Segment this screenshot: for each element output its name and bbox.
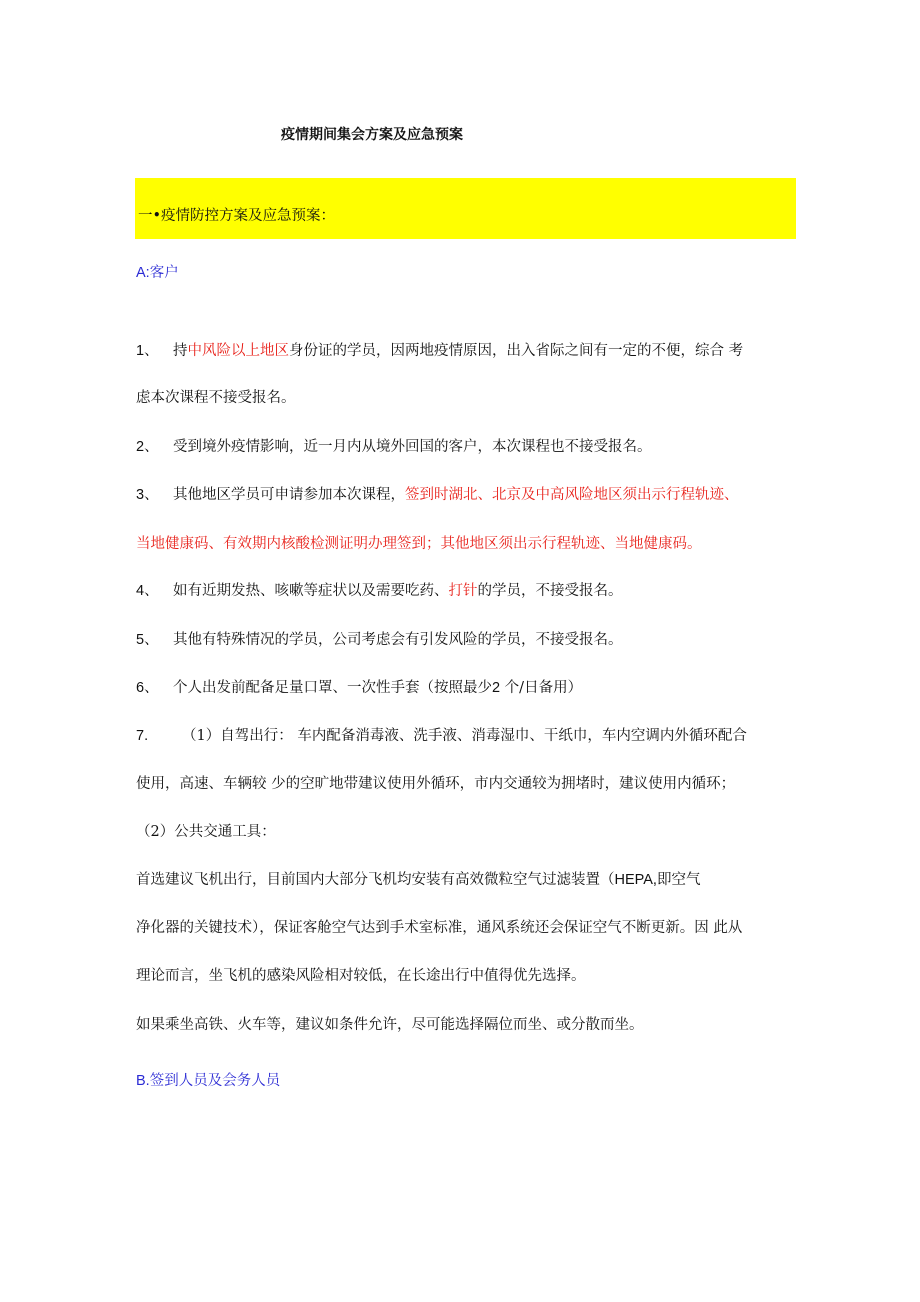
list-item-4-highlight: 打针: [448, 583, 478, 599]
list-item-1: [136, 340, 743, 362]
list-item-7-number: 7.: [136, 728, 149, 744]
section-heading-band: [135, 178, 796, 239]
subsection-b-prefix: B.: [136, 1073, 150, 1089]
list-item-1-continuation: 虑本次课程不接受报名。: [136, 390, 296, 406]
list-item-6-text-post: 个/日备用）: [500, 680, 583, 696]
list-item-1-number: 1、: [136, 343, 159, 359]
list-item-7: [136, 725, 747, 747]
subsection-b-label: 签到人员及会务人员: [149, 1073, 281, 1089]
list-item-1-text-pre: 持: [173, 343, 188, 359]
subsection-a-label: 客户: [149, 265, 179, 281]
list-item-7-line-4-post: 即空气: [656, 872, 701, 888]
list-item-7-line-4-pre: 首选建议飞机出行，目前国内大部分飞机均安装有高效微粒空气过滤装置（: [136, 872, 615, 888]
list-item-1-text-post: 身份证的学员，因两地疫情原因，出入省际之间有一定的不便，综合 考: [289, 343, 744, 359]
list-item-2: [136, 436, 652, 458]
list-item-7-line-7: 如果乘坐高铁、火车等，建议如条件允许，尽可能选择隔位而坐、或分散而坐。: [136, 1017, 644, 1033]
list-item-7-sub-2-number: （2）: [136, 824, 175, 840]
list-item-2-text: 受到境外疫情影响，近一月内从境外回国的客户，本次课程也不接受报名。: [173, 439, 652, 455]
list-item-1-highlight: 中风险以上地区: [187, 343, 289, 359]
list-item-4-number: 4、: [136, 583, 159, 599]
list-item-6-text-pre: 个人出发前配备足量口罩、一次性手套（按照最少: [173, 680, 492, 696]
list-item-2-number: 2、: [136, 439, 159, 455]
list-item-7-line-6: 理论而言，坐飞机的感染风险相对较低，在长途出行中值得优先选择。: [136, 968, 586, 984]
list-item-7-line-5: 净化器的关键技术），保证客舱空气达到手术室标准，通风系统还会保证空气不断更新。因 此从: [136, 920, 743, 936]
list-item-6-count: 2: [492, 680, 501, 696]
subsection-b-heading: [136, 1070, 280, 1092]
list-item-7-line-4: [136, 869, 700, 891]
subsection-a-prefix: A:: [136, 265, 150, 281]
list-item-4: [136, 580, 623, 602]
list-item-7-line-2: 使用，高速、车辆较 少的空旷地带建议使用外循环，市内交通较为拥堵时，建议使用内循环；: [136, 776, 736, 792]
list-item-7-sub-2-label: 公共交通工具：: [174, 824, 276, 840]
subsection-a-heading: [136, 262, 179, 284]
list-item-7-hepa: HEPA,: [614, 872, 657, 888]
list-item-7-line-3: [136, 821, 276, 843]
list-item-3: [136, 484, 739, 506]
list-item-4-text-post: 的学员，不接受报名。: [477, 583, 623, 599]
list-item-6-number: 6、: [136, 680, 159, 696]
section-heading: 一•疫情防控方案及应急预案：: [138, 208, 336, 224]
list-item-6: [136, 677, 582, 699]
list-item-3-highlight-1: 签到时湖北、北京及中高风险地区须出示行程轨迹、: [405, 487, 739, 503]
list-item-3-text-pre: 其他地区学员可申请参加本次课程，: [173, 487, 405, 503]
document-title: 疫情期间集会方案及应急预案: [281, 127, 463, 143]
list-item-3-number: 3、: [136, 487, 159, 503]
list-item-7-line-1: （1）自驾出行： 车内配备消毒液、洗手液、消毒湿巾、干纸巾，车内空调内外循环配合: [182, 728, 747, 744]
list-item-5-number: 5、: [136, 632, 159, 648]
list-item-5: [136, 629, 623, 651]
list-item-4-text-pre: 如有近期发热、咳嗽等症状以及需要吃药、: [173, 583, 449, 599]
list-item-5-text: 其他有特殊情况的学员，公司考虑会有引发风险的学员，不接受报名。: [173, 632, 623, 648]
list-item-3-highlight-2: 当地健康码、有效期内核酸检测证明办理签到；其他地区须出示行程轨迹、当地健康码。: [136, 536, 702, 552]
